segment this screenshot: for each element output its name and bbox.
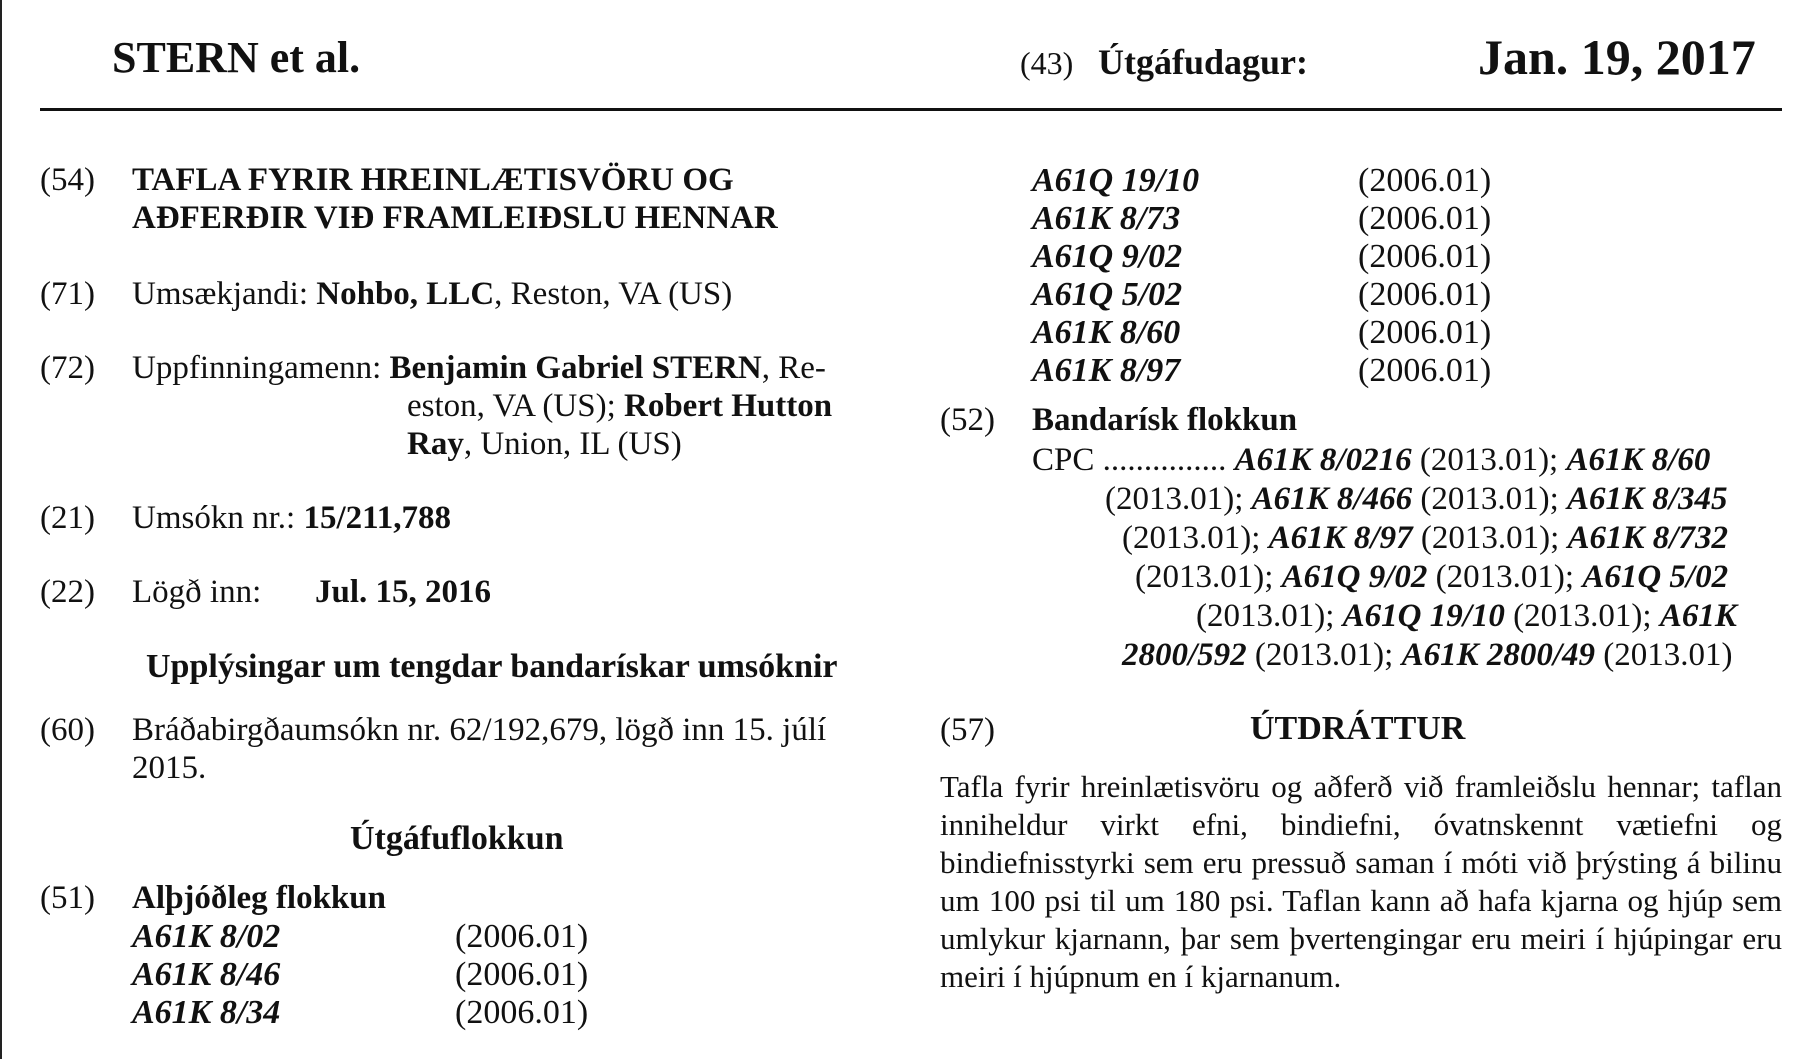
cpc-code: A61K 8/345 [1567,481,1728,517]
intl-class-cont-year: (2006.01) [1358,162,1492,199]
provisional-line-2: 2015. [132,750,207,786]
cpc-code: 2800/592 [1122,637,1247,673]
filed-date: Jul. 15, 2016 [315,574,492,610]
cpc-line-5 [1196,598,1737,634]
cpc-year: (2013.01); [1412,481,1568,517]
intl-class-cont-code: A61Q 5/02 [1032,276,1183,313]
cpc-code: A61K [1659,598,1737,634]
intl-class-item-code: A61K 8/02 [132,918,281,955]
title-code: (54) [40,162,95,198]
inventor-location-1a: , Re- [761,350,826,386]
inventor-location-1b: eston, VA (US); [407,388,624,424]
cpc-year: (2013.01); [1412,520,1568,556]
cpc-code: A61K 8/60 [1566,442,1711,478]
filed-code: (22) [40,574,95,610]
applicant-code: (71) [40,276,95,312]
inventor-name-1: Benjamin Gabriel STERN [389,350,762,386]
header-rule [40,108,1782,111]
cpc-year: (2013.01) [1595,637,1733,673]
intl-class-cont-year: (2006.01) [1358,200,1492,237]
title-line-1: TAFLA FYRIR HREINLÆTISVÖRU OG [132,162,734,198]
intl-class-item-year: (2006.01) [455,918,589,955]
intl-class-cont-year: (2006.01) [1358,352,1492,389]
cpc-line-2 [1105,481,1727,517]
header-pub-date: Jan. 19, 2017 [1478,29,1756,85]
header-pub-label: Útgáfudagur: [1098,42,1309,82]
intl-class-heading: Alþjóðleg flokkun [132,880,386,916]
filed-label: Lögð inn: [132,574,262,610]
cpc-code: A61K 8/466 [1251,481,1413,517]
application-label: Umsókn nr.: [132,500,304,536]
intl-class-item-code: A61K 8/34 [132,994,281,1031]
classification-heading: Útgáfuflokkun [350,820,564,857]
cpc-year: (2013.01); [1122,520,1269,556]
provisional-line-1: Bráðabirgðaumsókn nr. 62/192,679, lögð inn 15. júlí [132,712,827,748]
intl-class-cont-year: (2006.01) [1358,314,1492,351]
intl-class-cont-code: A61K 8/60 [1032,314,1181,351]
applicant-label: Umsækjandi: [132,276,317,312]
inventor-location-2: , Union, IL (US) [463,426,682,462]
cpc-dots: ............... [1102,442,1227,478]
abstract-heading: ÚTDRÁTTUR [1250,710,1466,747]
intl-class-item-code: A61K 8/46 [132,956,281,993]
intl-class-cont-code: A61Q 19/10 [1032,162,1200,199]
intl-class-cont-year: (2006.01) [1358,276,1492,313]
cpc-line-1 [1032,442,1710,478]
applicant-name: Nohbo, LLC [316,276,495,312]
cpc-label: CPC [1032,442,1095,478]
cpc-code: A61K 8/97 [1268,520,1413,556]
us-class-heading: Bandarísk flokkun [1032,402,1298,438]
inventors-label: Uppfinningamenn: [132,350,390,386]
title-line-2: AÐFERÐIR VIÐ FRAMLEIÐSLU HENNAR [132,200,778,236]
inventors-line-1 [132,350,826,386]
cpc-code: A61Q 5/02 [1582,559,1729,595]
cpc-year: (2013.01); [1427,559,1583,595]
inventors-line-3 [407,426,682,462]
us-class-code: (52) [940,402,995,438]
inventors-line-2 [407,388,832,424]
application-line [132,500,451,536]
inventor-name-2a: Robert Hutton [623,388,833,424]
cpc-code: A61K 8/732 [1567,520,1728,556]
intl-class-item-year: (2006.01) [455,956,589,993]
cpc-line-3 [1122,520,1728,556]
abstract-code: (57) [940,712,995,748]
intl-class-cont-year: (2006.01) [1358,238,1492,275]
cpc-year: (2013.01); [1504,598,1660,634]
cpc-line-6 [1122,637,1733,673]
application-code: (21) [40,500,95,536]
intl-class-cont-code: A61K 8/73 [1032,200,1181,237]
cpc-code: A61K 8/0216 [1234,442,1412,478]
cpc-year: (2013.01); [1411,442,1567,478]
related-apps-heading: Upplýsingar um tengdar bandarískar umsóknir [146,648,838,685]
intl-class-item-year: (2006.01) [455,994,589,1031]
header-authors: STERN et al. [112,33,361,82]
cpc-year: (2013.01); [1135,559,1282,595]
provisional-code: (60) [40,712,95,748]
inventor-name-2b: Ray [407,426,464,462]
page-left-border [0,0,2,1059]
abstract-text: Tafla fyrir hreinlætisvöru og aðferð við framleiðslu hennar; taflan inniheldur virkt efni, bindiefni, óvatnskennt vætiefni og bindiefnisstyrki sem eru pressuð saman í móti við þrýsting á bilinu um 100 psi til um 180 psi. Taflan kann að hafa kjarna og hjúp sem umlykur kjarnann, þar sem þvertengingar eru meiri í hjúpingar eru meiri í hjúpnum en í kjarnanum. [940,769,1782,994]
applicant-location: , Reston, VA (US) [494,276,733,312]
application-number: 15/211,788 [303,500,452,536]
cpc-code: A61Q 19/10 [1342,598,1505,634]
intl-class-cont-code: A61Q 9/02 [1032,238,1183,275]
applicant-line [132,276,732,312]
cpc-year: (2013.01); [1105,481,1252,517]
intl-class-cont-code: A61K 8/97 [1032,352,1181,389]
intl-class-code: (51) [40,880,95,916]
header-pub-code: (43) [1020,45,1074,81]
cpc-year: (2013.01); [1196,598,1343,634]
cpc-line-4 [1135,559,1728,595]
cpc-code: A61Q 9/02 [1281,559,1428,595]
inventors-code: (72) [40,350,95,386]
cpc-year: (2013.01); [1246,637,1402,673]
cpc-code: A61K 2800/49 [1401,637,1596,673]
